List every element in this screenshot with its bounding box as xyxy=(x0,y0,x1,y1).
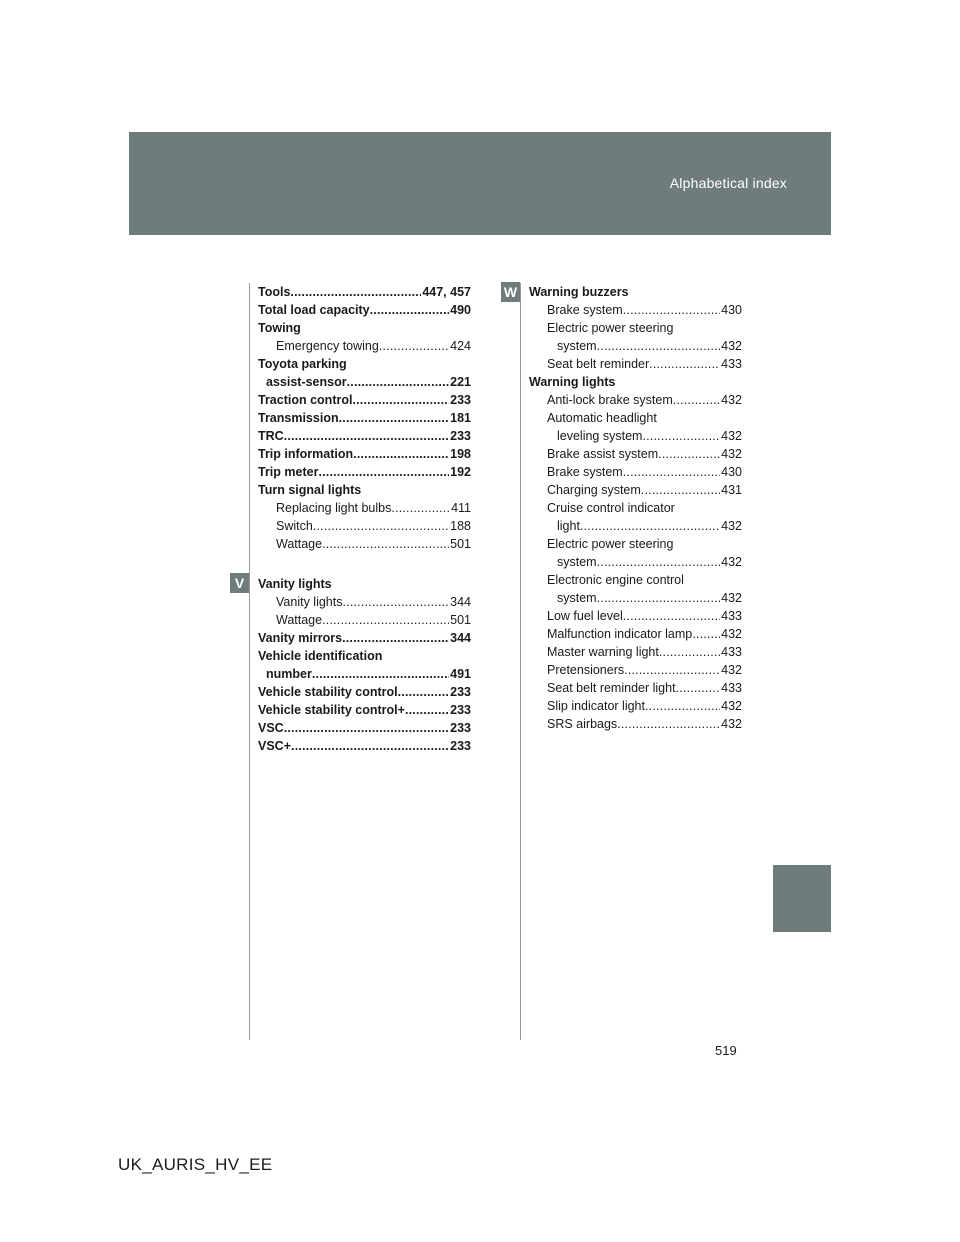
index-entry-page xyxy=(470,319,471,337)
index-entry-label: light xyxy=(557,519,580,533)
index-column-w xyxy=(529,283,742,733)
dot-leader xyxy=(301,319,470,337)
index-entry-label: Anti-lock brake system xyxy=(547,393,673,407)
index-entry-label: Vanity mirrors xyxy=(258,631,343,645)
index-entry xyxy=(258,391,471,409)
section-title: Alphabetical index xyxy=(669,175,787,191)
index-entry-label: Transmission xyxy=(258,411,339,425)
dot-leader xyxy=(405,701,449,719)
index-entry-page: 432 xyxy=(721,447,742,461)
index-entry xyxy=(529,337,742,355)
index-entry xyxy=(529,355,742,373)
index-entry-label: Total load capacity xyxy=(258,303,370,317)
index-entry-label: Vehicle identification xyxy=(258,649,383,663)
index-entry-page: 192 xyxy=(450,465,471,479)
index-entry-page xyxy=(741,535,742,553)
index-entry-label: SRS airbags xyxy=(547,717,618,731)
column-rule-middle xyxy=(520,283,521,1040)
index-entry-page: 432 xyxy=(721,591,742,605)
index-entry xyxy=(258,301,471,319)
index-entry-label: Automatic headlight xyxy=(547,411,657,425)
index-entry-label: VSC xyxy=(258,721,284,735)
index-entry-page: 432 xyxy=(721,393,742,407)
index-entry-page: 233 xyxy=(450,739,471,753)
dot-leader xyxy=(391,499,450,517)
index-entry-label: Tools xyxy=(258,285,291,299)
index-entry xyxy=(258,665,471,683)
index-entry xyxy=(258,683,471,701)
index-entry-label: Towing xyxy=(258,321,301,335)
dot-leader xyxy=(370,301,450,319)
index-entry xyxy=(258,575,471,593)
index-entry-page: 344 xyxy=(450,631,471,645)
index-entry-label: number xyxy=(266,667,312,681)
index-entry-page: 233 xyxy=(450,703,471,717)
index-entry xyxy=(258,337,471,355)
index-entry-page: 430 xyxy=(721,465,742,479)
index-entry xyxy=(529,301,742,319)
dot-leader xyxy=(673,319,741,337)
index-entry-page: 432 xyxy=(721,627,742,641)
index-entry-label: Brake system xyxy=(547,303,623,317)
index-entry xyxy=(529,409,742,427)
index-entry xyxy=(529,283,742,301)
dot-leader xyxy=(658,445,720,463)
index-entry-page xyxy=(741,409,742,427)
index-entry-page: 432 xyxy=(721,555,742,569)
dot-leader xyxy=(342,593,449,611)
dot-leader xyxy=(313,517,449,535)
letter-tab-v: V xyxy=(230,573,249,593)
index-entry xyxy=(258,701,471,719)
index-entry xyxy=(258,445,471,463)
index-entry-page xyxy=(741,319,742,337)
index-entry xyxy=(258,355,471,373)
index-entry xyxy=(258,373,471,391)
dot-leader xyxy=(645,697,720,715)
index-entry xyxy=(258,737,471,755)
index-entry xyxy=(529,463,742,481)
index-entry-label: Toyota parking xyxy=(258,357,347,371)
index-entry xyxy=(529,679,742,697)
dot-leader xyxy=(649,355,720,373)
index-entry-page: 432 xyxy=(721,663,742,677)
index-entry xyxy=(529,319,742,337)
dot-leader xyxy=(624,661,720,679)
dot-leader xyxy=(291,737,449,755)
index-entry-page xyxy=(470,575,471,593)
index-entry xyxy=(529,553,742,571)
index-entry-page: 188 xyxy=(450,519,471,533)
index-entry-label: Pretensioners xyxy=(547,663,625,677)
dot-leader xyxy=(339,409,450,427)
index-entry-page: 181 xyxy=(450,411,471,425)
dot-leader xyxy=(322,535,449,553)
index-entry-label: Warning lights xyxy=(529,375,616,389)
header-band xyxy=(129,132,831,235)
dot-leader xyxy=(353,445,449,463)
index-entry xyxy=(529,481,742,499)
dot-leader xyxy=(322,611,449,629)
dot-leader xyxy=(623,301,720,319)
letter-tab-w: W xyxy=(501,282,520,302)
dot-leader xyxy=(347,355,470,373)
dot-leader xyxy=(657,409,741,427)
index-entry xyxy=(529,391,742,409)
index-entry-label: Vehicle stability control+ xyxy=(258,703,405,717)
dot-leader xyxy=(597,337,721,355)
index-entry-label: VSC+ xyxy=(258,739,292,753)
dot-leader xyxy=(318,463,449,481)
index-entry-page: 221 xyxy=(450,375,471,389)
index-entry-label: Warning buzzers xyxy=(529,285,629,299)
index-entry-page: 433 xyxy=(721,609,742,623)
index-entry xyxy=(529,499,742,517)
index-entry-label: system xyxy=(557,555,597,569)
index-entry-page: 490 xyxy=(450,303,471,317)
index-entry-page: 430 xyxy=(721,303,742,317)
index-entry xyxy=(529,607,742,625)
index-entry-page xyxy=(741,373,742,391)
index-entry-page: 411 xyxy=(451,501,471,515)
dot-leader xyxy=(692,625,720,643)
index-entry xyxy=(529,715,742,733)
index-entry-label: Vanity lights xyxy=(276,595,343,609)
index-entry-label: Wattage xyxy=(276,613,323,627)
index-entry xyxy=(529,697,742,715)
index-entry-label: Brake system xyxy=(547,465,623,479)
index-entry-page: 198 xyxy=(450,447,471,461)
index-entry-page xyxy=(470,647,471,665)
page-number: 519 xyxy=(715,1043,737,1058)
index-entry-page: 233 xyxy=(450,685,471,699)
index-entry-label: Electric power steering xyxy=(547,321,674,335)
index-entry xyxy=(529,589,742,607)
dot-leader xyxy=(675,499,741,517)
index-entry-page xyxy=(741,499,742,517)
index-entry-label: Brake assist system xyxy=(547,447,659,461)
index-entry xyxy=(258,319,471,337)
dot-leader xyxy=(347,373,450,391)
index-entry xyxy=(258,611,471,629)
index-entry-label: Traction control xyxy=(258,393,353,407)
index-column-v xyxy=(258,575,471,755)
index-entry-page: 433 xyxy=(721,357,742,371)
dot-leader xyxy=(684,571,741,589)
index-entry xyxy=(258,719,471,737)
dot-leader xyxy=(597,589,721,607)
index-entry-label: Vehicle stability control xyxy=(258,685,398,699)
dot-leader xyxy=(290,283,421,301)
index-entry xyxy=(529,373,742,391)
dot-leader xyxy=(284,427,449,445)
index-entry-label: Emergency towing xyxy=(276,339,379,353)
index-entry-page: 433 xyxy=(721,681,742,695)
index-entry xyxy=(258,409,471,427)
index-entry-page: 432 xyxy=(721,429,742,443)
dot-leader xyxy=(361,481,470,499)
index-entry-label: leveling system xyxy=(557,429,643,443)
index-entry-page: 491 xyxy=(450,667,471,681)
index-entry xyxy=(529,661,742,679)
index-entry-page: 233 xyxy=(450,721,471,735)
index-entry xyxy=(258,481,471,499)
index-entry-page xyxy=(470,481,471,499)
index-entry-page: 233 xyxy=(450,393,471,407)
index-entry-page: 501 xyxy=(450,613,471,627)
index-entry-label: Turn signal lights xyxy=(258,483,362,497)
dot-leader xyxy=(673,391,720,409)
dot-leader xyxy=(629,283,741,301)
dot-leader xyxy=(673,535,741,553)
index-entry xyxy=(529,427,742,445)
index-entry-label: Vanity lights xyxy=(258,577,332,591)
dot-leader xyxy=(676,679,721,697)
dot-leader xyxy=(642,427,720,445)
dot-leader xyxy=(332,575,470,593)
index-entry-label: Wattage xyxy=(276,537,323,551)
index-entry-page: 432 xyxy=(721,699,742,713)
dot-leader xyxy=(615,373,741,391)
dot-leader xyxy=(641,481,720,499)
index-entry xyxy=(258,517,471,535)
index-entry xyxy=(258,499,471,517)
index-entry xyxy=(258,629,471,647)
index-entry xyxy=(529,571,742,589)
index-entry-page: 501 xyxy=(450,537,471,551)
index-entry-label: system xyxy=(557,339,597,353)
index-entry-page: 344 xyxy=(450,595,471,609)
dot-leader xyxy=(580,517,720,535)
index-entry xyxy=(529,517,742,535)
index-entry-label: Seat belt reminder xyxy=(547,357,650,371)
dot-leader xyxy=(398,683,450,701)
document-code: UK_AURIS_HV_EE xyxy=(118,1155,273,1174)
chapter-side-tab xyxy=(773,865,831,932)
index-entry-page: 432 xyxy=(721,717,742,731)
index-entry-label: assist-sensor xyxy=(266,375,347,389)
index-entry-page: 433 xyxy=(721,645,742,659)
index-entry-label: Electric power steering xyxy=(547,537,674,551)
index-column-t xyxy=(258,283,471,553)
index-entry xyxy=(258,535,471,553)
index-entry-label: Malfunction indicator lamp xyxy=(547,627,693,641)
index-entry xyxy=(529,625,742,643)
index-entry xyxy=(529,445,742,463)
index-entry-label: Switch xyxy=(276,519,313,533)
index-entry-page: 233 xyxy=(450,429,471,443)
index-entry-label: Seat belt reminder light xyxy=(547,681,676,695)
dot-leader xyxy=(623,607,720,625)
dot-leader xyxy=(312,665,449,683)
dot-leader xyxy=(597,553,721,571)
index-entry-label: Trip information xyxy=(258,447,354,461)
index-entry-page xyxy=(470,355,471,373)
index-entry xyxy=(258,463,471,481)
index-entry-label: Trip meter xyxy=(258,465,319,479)
index-entry-label: system xyxy=(557,591,597,605)
index-entry xyxy=(258,647,471,665)
index-entry xyxy=(258,427,471,445)
dot-leader xyxy=(617,715,720,733)
index-entry-page: 432 xyxy=(721,519,742,533)
column-rule-left xyxy=(249,283,250,1040)
index-entry-label: Low fuel level xyxy=(547,609,623,623)
index-entry-page: 431 xyxy=(721,483,742,497)
index-entry-page: 447, 457 xyxy=(422,285,471,299)
index-entry-label: Replacing light bulbs xyxy=(276,501,392,515)
index-entry-label: Electronic engine control xyxy=(547,573,684,587)
index-entry xyxy=(529,535,742,553)
index-entry xyxy=(529,643,742,661)
index-entry-page: 424 xyxy=(450,339,471,353)
index-entry-label: Cruise control indicator xyxy=(547,501,675,515)
index-entry-label: Charging system xyxy=(547,483,641,497)
index-entry-label: Slip indicator light xyxy=(547,699,645,713)
dot-leader xyxy=(352,391,449,409)
index-entry-page xyxy=(741,571,742,589)
dot-leader xyxy=(379,337,449,355)
index-entry-label: Master warning light xyxy=(547,645,659,659)
index-entry xyxy=(258,283,471,301)
dot-leader xyxy=(382,647,470,665)
index-entry-page xyxy=(741,283,742,301)
dot-leader xyxy=(284,719,449,737)
dot-leader xyxy=(342,629,449,647)
index-entry-label: TRC xyxy=(258,429,284,443)
index-entry xyxy=(258,593,471,611)
dot-leader xyxy=(623,463,720,481)
dot-leader xyxy=(659,643,720,661)
index-entry-page: 432 xyxy=(721,339,742,353)
